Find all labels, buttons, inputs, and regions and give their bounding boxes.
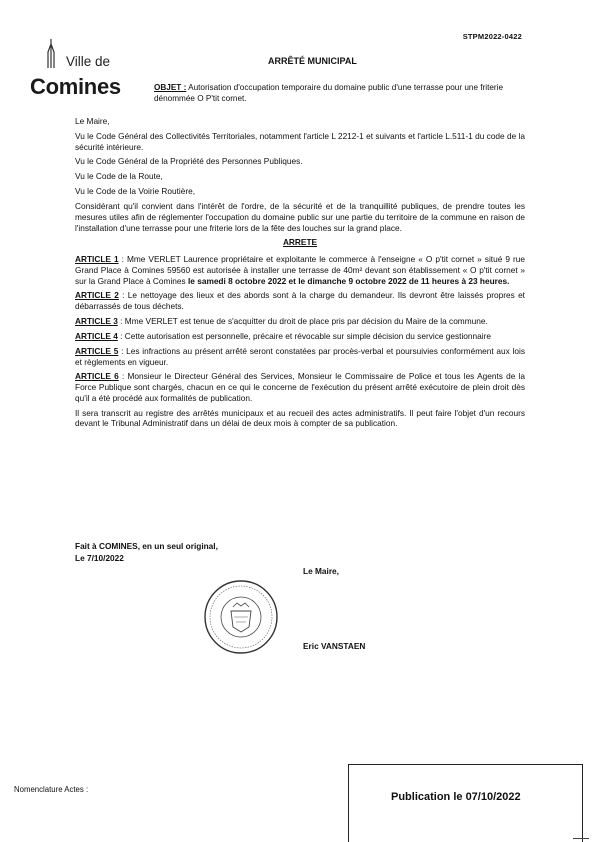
article-text: : Les infractions au présent arrêté seront constatées par procès-verbal et poursuivies conformément aux lois et règlements en vigueur. xyxy=(75,345,525,367)
preamble-le-maire: Le Maire, xyxy=(75,116,110,126)
article-label: ARTICLE 5 xyxy=(75,345,119,356)
logo-city-name: Comines xyxy=(30,74,121,99)
page-corner-mark xyxy=(573,838,589,842)
article-6 xyxy=(75,371,525,403)
article-label: ARTICLE 2 xyxy=(75,290,119,301)
document-title: ARRÊTÉ MUNICIPAL xyxy=(268,56,357,66)
article-1 xyxy=(75,254,525,286)
logo-ville-de: Ville de xyxy=(66,54,111,69)
official-seal xyxy=(203,579,279,655)
article-label: ARTICLE 3 xyxy=(75,316,118,327)
document-reference: STPM2022-0422 xyxy=(462,32,522,41)
fait-line: Fait à COMINES, en un seul original, xyxy=(75,541,218,551)
article-2 xyxy=(75,290,525,311)
preamble-vu-cgct: Vu le Code Général des Collectivités Territoriales, notamment l'article L 2212-1 et suivants et l'article L.511-1 du code de la sécurité intérieure. xyxy=(75,130,525,152)
article-4 xyxy=(75,331,525,342)
signature-title: Le Maire, xyxy=(303,566,339,576)
article-text: : Cette autorisation est personnelle, précaire et révocable sur simple décision du service gestionnaire xyxy=(117,330,491,341)
date-line: Le 7/10/2022 xyxy=(75,552,124,563)
preamble-vu-voirie: Vu le Code de la Voirie Routière, xyxy=(75,186,196,197)
article-dates: le samedi 8 octobre 2022 et le dimanche 9 octobre 2022 de 11 heures à 23 heures. xyxy=(187,275,510,286)
article-text: : Mme VERLET Laurence propriétaire et exploitante le commerce à l'enseigne « O p'tit cornet » situé 9 rue Grand Place à Comines 59560 est autorisée à installer une terrasse de 40m² devant son établissement « O p'tit cornet » sur la Grand Place à Comines xyxy=(75,254,525,286)
belfry-icon xyxy=(40,38,62,76)
article-text: : Monsieur le Directeur Général des Services, Monsieur le Commissaire de Police et tous les Agents de la Force Publique sont chargés, chacun en ce qui le concerne de l'exécution du présent arrêté exécutoire de plein droit dès qu'il a été procédé aux formalités de publication. xyxy=(75,371,525,403)
preamble-vu-cgppp: Vu le Code Général de la Propriété des Personnes Publiques. xyxy=(75,156,303,167)
article-label: ARTICLE 6 xyxy=(75,371,119,382)
publication-box xyxy=(348,764,583,842)
article-label: ARTICLE 4 xyxy=(75,330,118,341)
city-logo xyxy=(30,38,140,98)
signer-name: Eric VANSTAEN xyxy=(303,641,366,651)
preamble-considerant: Considérant qu'il convient dans l'intérêt de l'ordre, de la sécurité et de la tranquillité publiques, de prendre toutes les mesures utiles afin de réglementer l'occupation du domaine public sur une partie du territoire de la commune en raison de l'installation d'une terrasse pour une friterie lors de la fête des louches sur la grand place. xyxy=(75,201,525,233)
arrete-heading: ARRETE xyxy=(282,237,318,248)
objet-label: OBJET : xyxy=(154,83,187,92)
article-5 xyxy=(75,346,525,367)
document-body xyxy=(75,116,525,433)
article-3 xyxy=(75,316,525,327)
publication-date: Publication le 07/10/2022 xyxy=(391,791,521,803)
article-label: ARTICLE 1 xyxy=(75,254,119,265)
signature-place-date xyxy=(75,541,218,564)
recours-paragraph: Il sera transcrit au registre des arrêtés municipaux et au recueil des actes administratifs. Il peut faire l'objet d'un recours devant le Tribunal Administratif dans un délai de deux mois à compter de sa publication. xyxy=(75,407,525,429)
nomenclature-label: Nomenclature Actes : xyxy=(14,785,89,794)
preamble-vu-route: Vu le Code de la Route, xyxy=(75,171,163,182)
objet-text: Autorisation d'occupation temporaire du domaine public d'une terrasse pour une friterie dénommée O P'tit cornet. xyxy=(154,83,504,103)
objet-block xyxy=(154,83,524,104)
article-text: : Mme VERLET est tenue de s'acquitter du droit de place pris par décision du Maire de la commune. xyxy=(117,316,488,327)
article-text: : Le nettoyage des lieux et des abords sont à la charge du demandeur. Ils devront être laissés propres et débarrassés de tous déchets. xyxy=(75,290,525,312)
